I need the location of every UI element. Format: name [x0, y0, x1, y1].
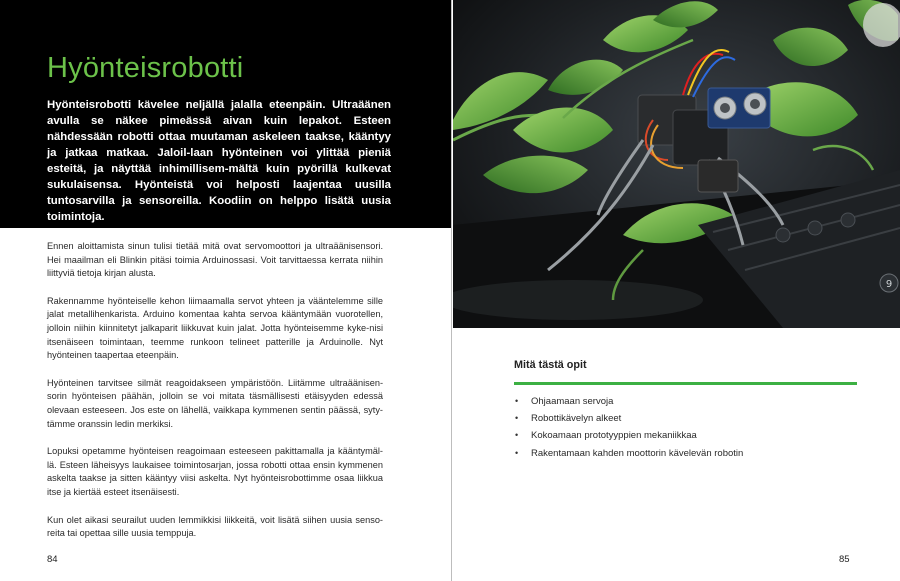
bullet-icon: • [515, 413, 519, 424]
body-paragraph: Hyönteinen tarvitsee silmät reagoidakseen ympäristöön. Liitämme ultraäänisen-sorin hyönteisen päähän, jolloin se voi mitata täsmällisesti etäisyyden edessä olevaan esteeseen. Jos este on lähellä, vaikkapa kymmenen sentin päässä, syty-tämme oranssin ledin merkiksi. [47, 377, 383, 429]
learning-goal-text: Ohjaamaan servoja [531, 396, 614, 407]
page-number-right: 85 [839, 554, 850, 565]
learning-goal-item [514, 410, 857, 427]
body-text [47, 240, 383, 555]
bullet-icon: • [515, 430, 519, 441]
body-paragraph: Rakennamme hyönteiselle kehon liimaamalla servot yhteen ja vääntelemme sille jalat metallihenkarista. Arduino komentaa kahta servoa kääntymään vuorotellen, jolloin niihin kiinnitetyt jalkaparit liikkuvat kuin jalat. Jotta hyönteisemme kyke-nisi itsenäiseen toimintaan, teemme runkoon telineet patterille ja Arduinolle. Nyt hyönteinen taapertaa eteenpäin. [47, 295, 383, 361]
body-paragraph: Kun olet aikasi seurailut uuden lemmikkisi liikkeitä, voit lisätä siihen uusia senso-reita tai opettaa sille uusia temppuja. [47, 514, 383, 539]
learning-goals-box [514, 359, 857, 462]
chapter-intro-block [0, 0, 451, 228]
robot-photo-illustration [453, 0, 900, 328]
learning-goals-list [514, 393, 857, 462]
learning-goal-text: Robottikävelyn alkeet [531, 413, 622, 425]
learning-goals-rule [514, 382, 857, 385]
typewriter-key-label: 9 [885, 279, 893, 290]
chapter-intro-text: Hyönteisrobotti kävelee neljällä jalalla eteenpäin. Ultraäänen avulla se näkee pimeässä aivan kuin lepakot. Esteen nähdessään robotti ottaa muutaman askeleen taakse, kääntyy ja jatkaa matkaa. Jaloil-laan hyönteinen voi ylittää pieniä esteitä, ja näyttää inhimillisem-mältä kuin pyörillä kulkevat sukulaisensa. Hyönteistä voi helposti laajentaa uusilla tuntosarvilla ja sensoreilla. Koodiin on helppo lisätä uusia toimintoja. [47, 99, 391, 223]
bullet-icon: • [515, 447, 519, 458]
robot-insect-photo [453, 0, 900, 328]
body-paragraph: Ennen aloittamista sinun tulisi tietää mitä ovat servomoottori ja ultraäänisensori. Hei maailman eli Blinkin pitäsi toimia Arduinossasi. Voit tarvittaessa kerrata niihin liittyviä tietoja kirjan alusta. [47, 241, 383, 279]
bullet-icon: • [515, 396, 519, 406]
page-number-left: 84 [47, 554, 58, 565]
chapter-title: Hyönteisrobotti [47, 52, 244, 84]
learning-goal-item [514, 393, 857, 410]
right-page [453, 0, 900, 581]
body-paragraph: Lopuksi opetamme hyönteisen reagoimaan esteeseen pakittamalla ja kääntymäl-lä. Esteen läheisyys laukaisee toimintosarjan, jossa robotti ottaa ensin kymmenen askelta taakse ja sitten kääntyy viisi askelta. Nyt hyönteisrobottimme osaa liikkua itse ja kiertää esteet itsenäisesti. [47, 446, 383, 497]
learning-goals-heading: Mitä tästä opit [514, 359, 587, 371]
learning-goal-text: Rakentamaan kahden moottorin kävelevän robotin [531, 447, 744, 459]
learning-goal-item [514, 445, 857, 462]
learning-goal-item [514, 427, 857, 444]
learning-goal-text: Kokoamaan prototyyppien mekaniikkaa [531, 430, 697, 442]
